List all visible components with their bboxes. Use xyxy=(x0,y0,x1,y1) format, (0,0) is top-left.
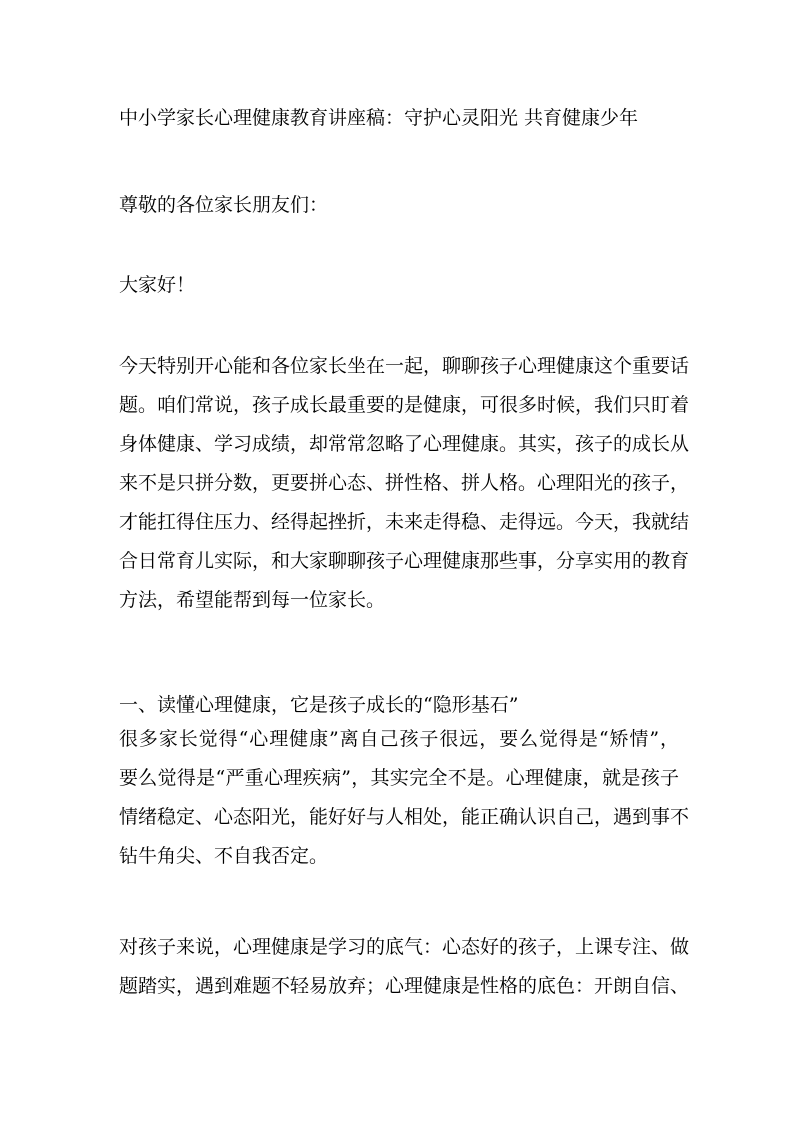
paragraph-line: 很多家长觉得“心理健康”离自己孩子很远，要么觉得是“矫情”， xyxy=(119,728,679,750)
intro-line: 今天特别开心能和各位家长坐在一起，聊聊孩子心理健康这个重要话 xyxy=(119,355,690,377)
paragraph-line: 要么觉得是“严重心理疾病”，其实完全不是。心理健康，就是孩子 xyxy=(119,767,679,789)
paragraph-line: 对孩子来说，心理健康是学习的底气：心态好的孩子，上课专注、做 xyxy=(119,936,690,958)
section-heading: 一、读懂心理健康，它是孩子成长的“隐形基石” xyxy=(119,694,519,716)
intro-line: 合日常育儿实际，和大家聊聊孩子心理健康那些事，分享实用的教育 xyxy=(119,550,690,572)
paragraph-line: 题踏实，遇到难题不轻易放弃；心理健康是性格的底色：开朗自信、 xyxy=(119,975,690,997)
document-title: 中小学家长心理健康教育讲座稿：守护心灵阳光 共育健康少年 xyxy=(119,107,639,129)
greeting: 大家好！ xyxy=(119,274,196,296)
paragraph-line: 情绪稳定、心态阳光，能好好与人相处，能正确认识自己，遇到事不 xyxy=(119,806,690,828)
intro-line: 才能扛得住压力、经得起挫折，未来走得稳、走得远。今天，我就结 xyxy=(119,511,690,533)
salutation: 尊敬的各位家长朋友们： xyxy=(119,194,329,216)
intro-line: 方法，希望能帮到每一位家长。 xyxy=(119,589,386,611)
intro-line: 身体健康、学习成绩，却常常忽略了心理健康。其实，孩子的成长从 xyxy=(119,433,690,455)
intro-line: 题。咱们常说，孩子成长最重要的是健康，可很多时候，我们只盯着 xyxy=(119,394,690,416)
paragraph-line: 钻牛角尖、不自我否定。 xyxy=(119,845,329,867)
intro-line: 来不是只拼分数，更要拼心态、拼性格、拼人格。心理阳光的孩子， xyxy=(119,472,690,494)
